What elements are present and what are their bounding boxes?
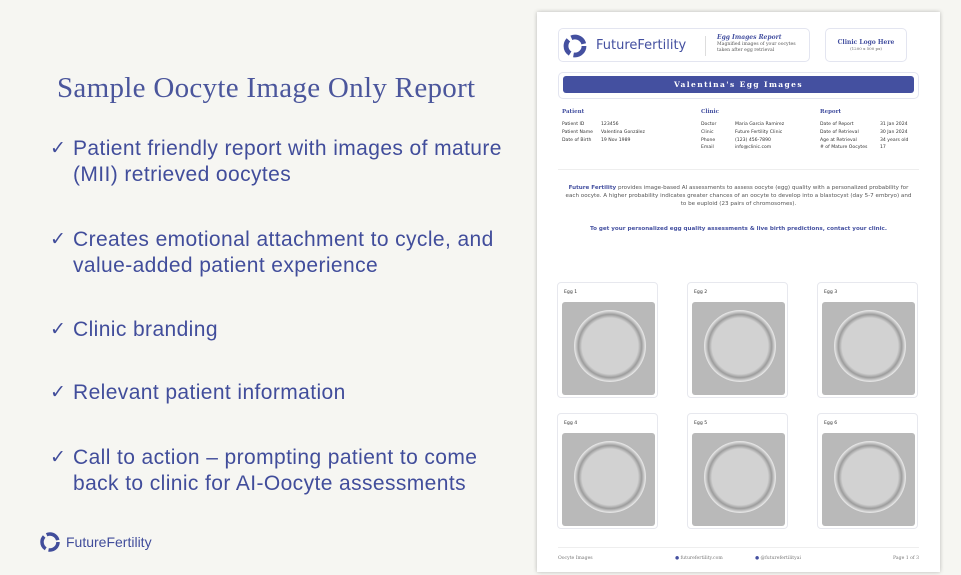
info-label: Date of Retrieval <box>820 129 859 135</box>
footer-title: Oocyte Images <box>558 556 593 561</box>
info-value: (123) 456-7890 <box>735 137 771 143</box>
bullet-item: ✓ Relevant patient information <box>50 381 346 404</box>
info-label: Age at Retrieval <box>820 137 857 143</box>
egg-image <box>692 433 785 526</box>
report-page <box>537 12 940 572</box>
banner-frame <box>558 72 919 99</box>
slide-title: Sample Oocyte Image Only Report <box>57 72 476 104</box>
info-label: Phone <box>701 137 716 143</box>
report-header <box>558 28 810 62</box>
info-label: Email <box>701 145 714 151</box>
info-label: Patient Name <box>562 129 594 135</box>
page-number: Page 1 of 3 <box>893 556 919 561</box>
info-label: # of Mature Oocytes <box>820 145 868 151</box>
info-label: Doctor <box>701 122 717 127</box>
info-value: 17 <box>880 145 886 151</box>
brand-logo: FutureFertility <box>40 532 152 552</box>
egg-image <box>562 433 655 526</box>
header-subtitle: Magnified images of your oocytes taken after egg retrieval <box>717 42 796 53</box>
egg-card[interactable] <box>687 413 788 529</box>
bullet-item: ✓ Patient friendly report with images of mature (MII) retrieved oocytes <box>50 137 502 186</box>
footer-website[interactable]: ● futurefertility.com <box>675 556 723 561</box>
intro-text: Future Fertility provides image-based AI assessments to assess oocyte (egg) quality with a personalized probability for each oocyte. A higher probability indicates greater chances of an oocyte to develop into a blastocyst (day 5-7 embryo) and to be euploid (23 pairs of chromosomes). <box>565 185 912 207</box>
logo-icon <box>563 34 587 58</box>
egg-image <box>692 302 785 395</box>
egg-image <box>822 302 915 395</box>
info-label: Date of Report <box>820 122 854 127</box>
egg-label: Egg 3 <box>824 290 838 295</box>
egg-card[interactable] <box>557 282 658 398</box>
divider <box>705 36 706 56</box>
report-banner: Valentina's Egg Images <box>563 76 914 93</box>
info-value: 31 Jan 2024 <box>880 122 908 127</box>
info-value: info@clinic.com <box>735 145 772 151</box>
info-value: Valentina González <box>601 129 645 135</box>
check-icon: ✓ <box>50 229 67 250</box>
info-label: Date of Birth <box>562 137 592 143</box>
report-heading: Report <box>820 109 842 115</box>
report-logo-text: FutureFertility <box>596 38 687 53</box>
info-value: 30 Jan 2024 <box>880 129 908 135</box>
divider <box>558 169 919 170</box>
call-to-action[interactable]: To get your personalized egg quality assessments & live birth predictions, contact your clinic. <box>590 226 887 232</box>
header-title: Egg Images Report <box>717 34 782 41</box>
patient-heading: Patient <box>562 109 585 115</box>
egg-label: Egg 5 <box>694 421 708 426</box>
divider <box>558 547 919 548</box>
info-value: 34 years old <box>880 137 909 143</box>
check-icon: ✓ <box>50 319 67 340</box>
egg-card[interactable] <box>817 282 918 398</box>
egg-card[interactable] <box>557 413 658 529</box>
clinic-logo-placeholder: Clinic Logo Here (1200 x 500 px) <box>825 28 907 62</box>
egg-label: Egg 2 <box>694 290 708 295</box>
logo-icon <box>40 532 60 552</box>
info-label: Clinic <box>701 129 714 135</box>
check-icon: ✓ <box>50 382 67 403</box>
egg-card[interactable] <box>817 413 918 529</box>
check-icon: ✓ <box>50 138 67 159</box>
egg-card[interactable] <box>687 282 788 398</box>
info-label: Patient ID <box>562 122 585 127</box>
bullet-item: ✓ Call to action – prompting patient to come back to clinic for AI-Oocyte assessments <box>50 446 478 495</box>
info-value: 19 Nov 1989 <box>601 137 631 143</box>
info-value: Future Fertility Clinic <box>735 129 783 135</box>
egg-image <box>562 302 655 395</box>
bullet-item: ✓ Creates emotional attachment to cycle, and value-added patient experience <box>50 228 494 277</box>
egg-label: Egg 4 <box>564 421 578 426</box>
clinic-heading: Clinic <box>701 109 719 115</box>
bullet-item: ✓ Clinic branding <box>50 318 218 341</box>
info-value: 123456 <box>601 122 619 127</box>
egg-label: Egg 6 <box>824 421 838 426</box>
egg-label: Egg 1 <box>564 290 578 295</box>
check-icon: ✓ <box>50 447 67 468</box>
footer-social[interactable]: ● @futurefertilityai <box>755 556 801 561</box>
info-value: Maria Garcia Ramirez <box>735 122 785 127</box>
egg-image <box>822 433 915 526</box>
